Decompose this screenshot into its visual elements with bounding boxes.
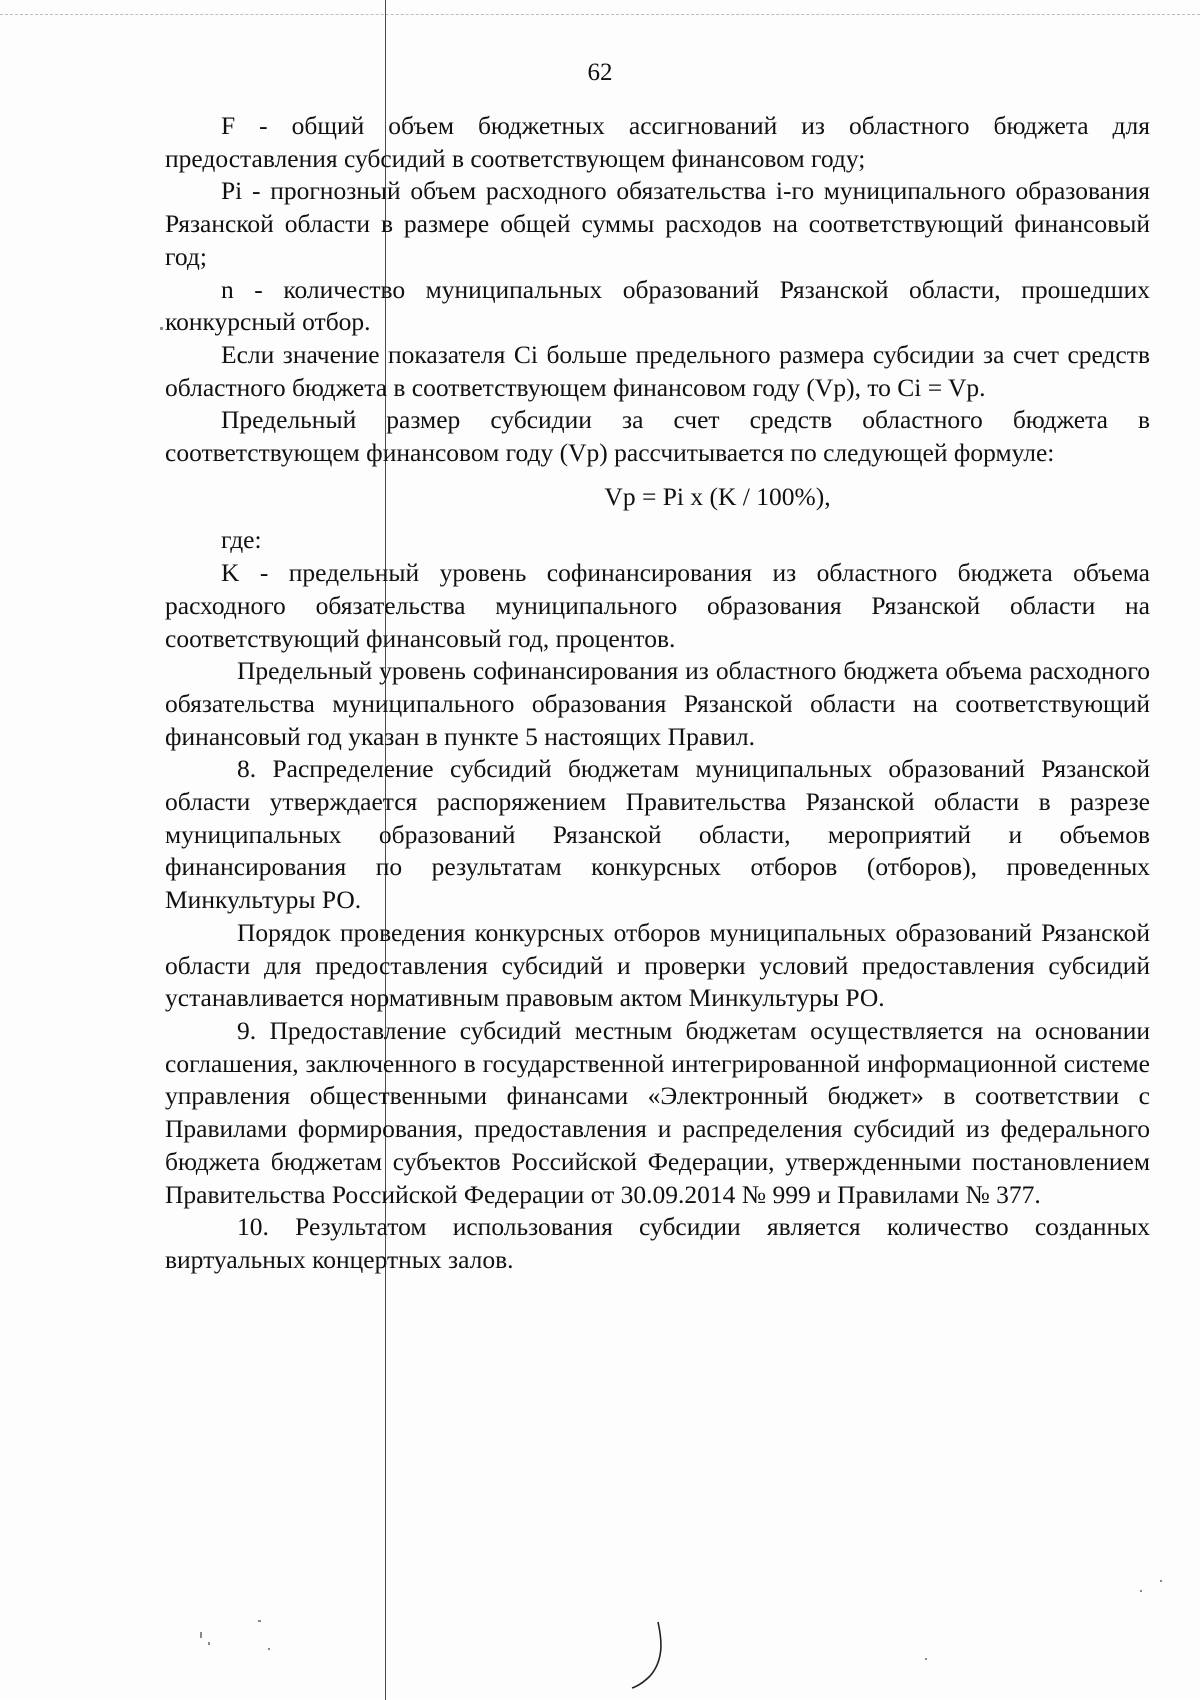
paragraph-item-9: 9. Предоставление субсидий местным бюджетам осуществляется на основании соглашения, заключенного в государственной интегрированной информационной системе управления общественными финансами «Электронный бюджет» в соответствии с Правилами формирования, предоставления и распределения субсидий из федерального бюджета бюджетам субъектов Российской Федерации, утвержденными постановлением Правительства Российской Федерации от 30.09.2014 № 999 и Правилами № 377. xyxy=(165,1015,1150,1209)
paragraph-pi-definition: Pi - прогнозный объем расходного обязательства i-го муниципального образования Рязанской области в размере общей суммы расходов на соответствующий финансовый год; xyxy=(165,176,1150,271)
paragraph-k-definition: K - предельный уровень софинансирования из областного бюджета объема расходного обязательства муниципального образования Рязанской области на соответствующий финансовый год, процентов. xyxy=(165,558,1150,653)
where-label: где: xyxy=(221,525,262,555)
pen-mark xyxy=(628,1620,668,1690)
paragraph-cofinancing-level: Предельный уровень софинансирования из областного бюджета объема расходного обязательства муниципального образования Рязанской области на соответствующий финансовый год указан в пункте 5 настоящих Правил. xyxy=(165,656,1150,751)
paragraph-selection-procedure: Порядок проведения конкурсных отборов муниципальных образований Рязанской области для предоставления субсидий и проверки условий предоставления субсидий устанавливается нормативным правовым актом Минкультуры РО. xyxy=(165,917,1150,1013)
paragraph-f-definition: F - общий объем бюджетных ассигнований из областного бюджета для предоставления субсидий в соответствующем финансовом году; xyxy=(165,111,1150,173)
paragraph-n-definition: n - количество муниципальных образований Рязанской области, прошедших конкурсный отбор. xyxy=(165,274,1150,337)
paragraph-ci-limit: Если значение показателя Ci больше предельного размера субсидии за счет средств областного бюджета в соответствующем финансовом году (Vp), то Ci = Vp. xyxy=(165,339,1150,402)
scan-speck xyxy=(925,1658,927,1660)
paragraph-item-8: 8. Распределение субсидий бюджетам муниципальных образований Рязанской области утверждается распоряжением Правительства Рязанской области в разрезе муниципальных образований Рязанской области, мероприятий и объемов финансирования по результатам конкурсных отборов (отборов), проведенных Минкультуры РО. xyxy=(165,754,1150,915)
scan-speck xyxy=(1160,1580,1162,1582)
scan-speck xyxy=(258,1620,261,1622)
scan-speck xyxy=(268,1648,270,1650)
page-number: 62 xyxy=(587,59,613,86)
scan-speck xyxy=(160,327,163,330)
scan-top-edge xyxy=(0,14,1200,15)
scan-speck xyxy=(200,1632,202,1638)
paragraph-item-10: 10. Результатом использования субсидии является количество созданных виртуальных концертных залов. xyxy=(165,1212,1150,1274)
formula-vp: Vp = Pi x (K / 100%), xyxy=(604,481,831,511)
scan-speck xyxy=(208,1642,210,1645)
scan-speck xyxy=(1140,1590,1142,1592)
paragraph-vp-intro: Предельный размер субсидии за счет средств областного бюджета в соответствующем финансовом году (Vp) рассчитывается по следующей формуле: xyxy=(165,405,1150,468)
document-body xyxy=(165,110,1150,1277)
